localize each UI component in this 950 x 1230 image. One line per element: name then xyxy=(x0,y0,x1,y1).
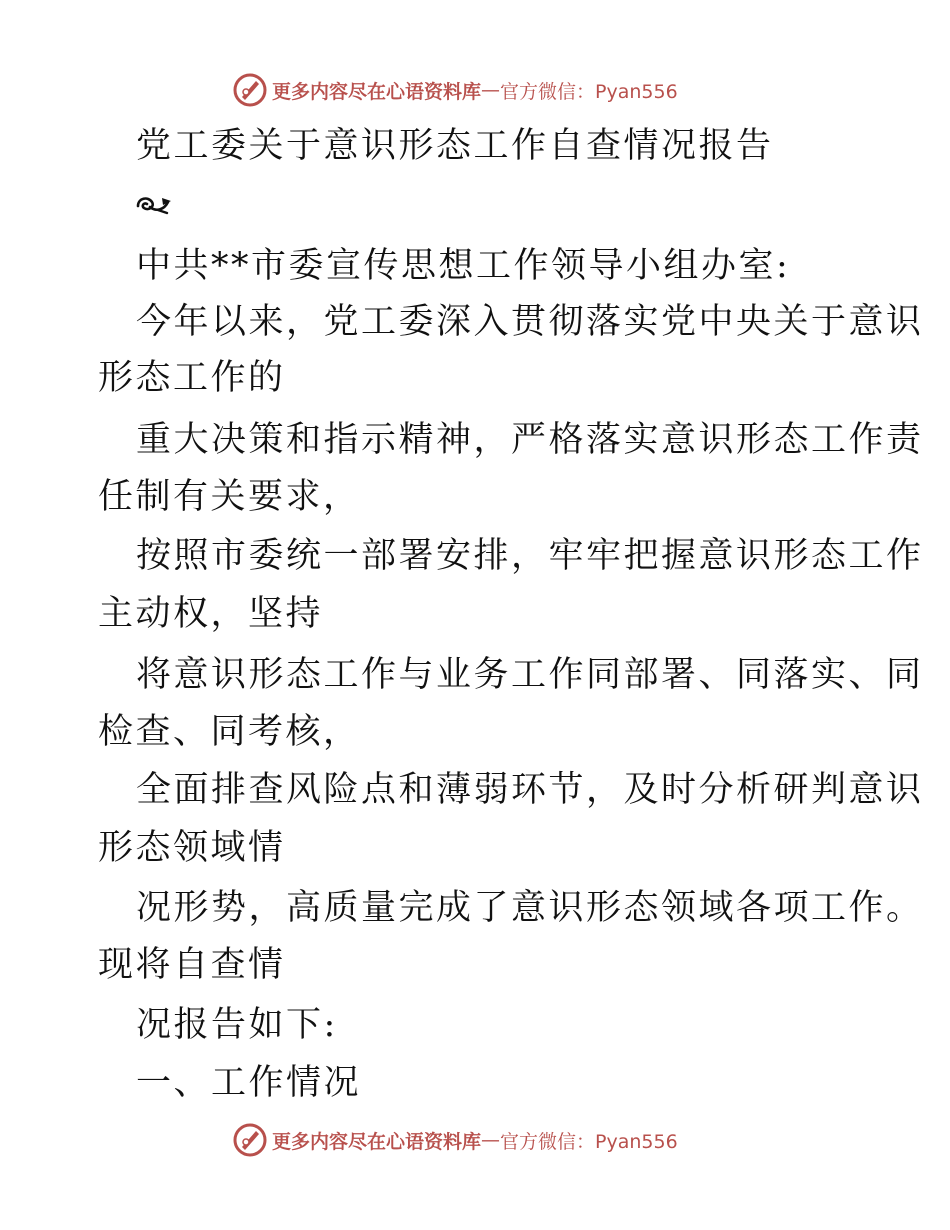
text-line-13: 现将自查情 xyxy=(98,945,286,985)
banner-separator: — xyxy=(481,79,501,101)
text-line-14: 况报告如下: xyxy=(136,1005,338,1045)
footer-banner xyxy=(232,1120,678,1160)
banner-text-tail: 官方微信：Pyan556 xyxy=(500,80,678,103)
banner-text-tail: 官方微信：Pyan556 xyxy=(500,1130,678,1153)
text-line-12: 况形势，高质量完成了意识形态领域各项工作。 xyxy=(136,888,924,928)
text-line-11: 形态领域情 xyxy=(98,828,286,868)
section-heading: 一、工作情况 xyxy=(136,1063,362,1103)
text-line-4: 重大决策和指示精神，严格落实意识形态工作责 xyxy=(136,420,924,460)
text-line-2: 今年以来，党工委深入贯彻落实党中央关于意识 xyxy=(136,302,924,342)
document-title: 党工委关于意识形态工作自查情况报告 xyxy=(136,126,774,166)
fleuron-icon xyxy=(134,192,174,216)
brand-logo-icon xyxy=(232,1122,268,1158)
text-line-5: 任制有关要求， xyxy=(98,477,361,517)
banner-text-main: 更多内容尽在心语资料库 xyxy=(272,1130,482,1153)
brand-logo-icon xyxy=(232,72,268,108)
text-line-7: 主动权，坚持 xyxy=(98,594,324,634)
header-banner xyxy=(232,70,678,110)
text-line-1: 中共**市委宣传思想工作领导小组办室: xyxy=(136,246,791,286)
text-line-6: 按照市委统一部署安排，牢牢把握意识形态工作 xyxy=(136,536,924,576)
text-line-3: 形态工作的 xyxy=(98,358,286,398)
banner-text-main: 更多内容尽在心语资料库 xyxy=(272,80,482,103)
text-line-10: 全面排查风险点和薄弱环节，及时分析研判意识 xyxy=(136,770,924,810)
text-line-8: 将意识形态工作与业务工作同部署、同落实、同 xyxy=(136,655,924,695)
banner-separator: — xyxy=(481,1129,501,1151)
text-line-9: 检查、同考核， xyxy=(98,712,361,752)
